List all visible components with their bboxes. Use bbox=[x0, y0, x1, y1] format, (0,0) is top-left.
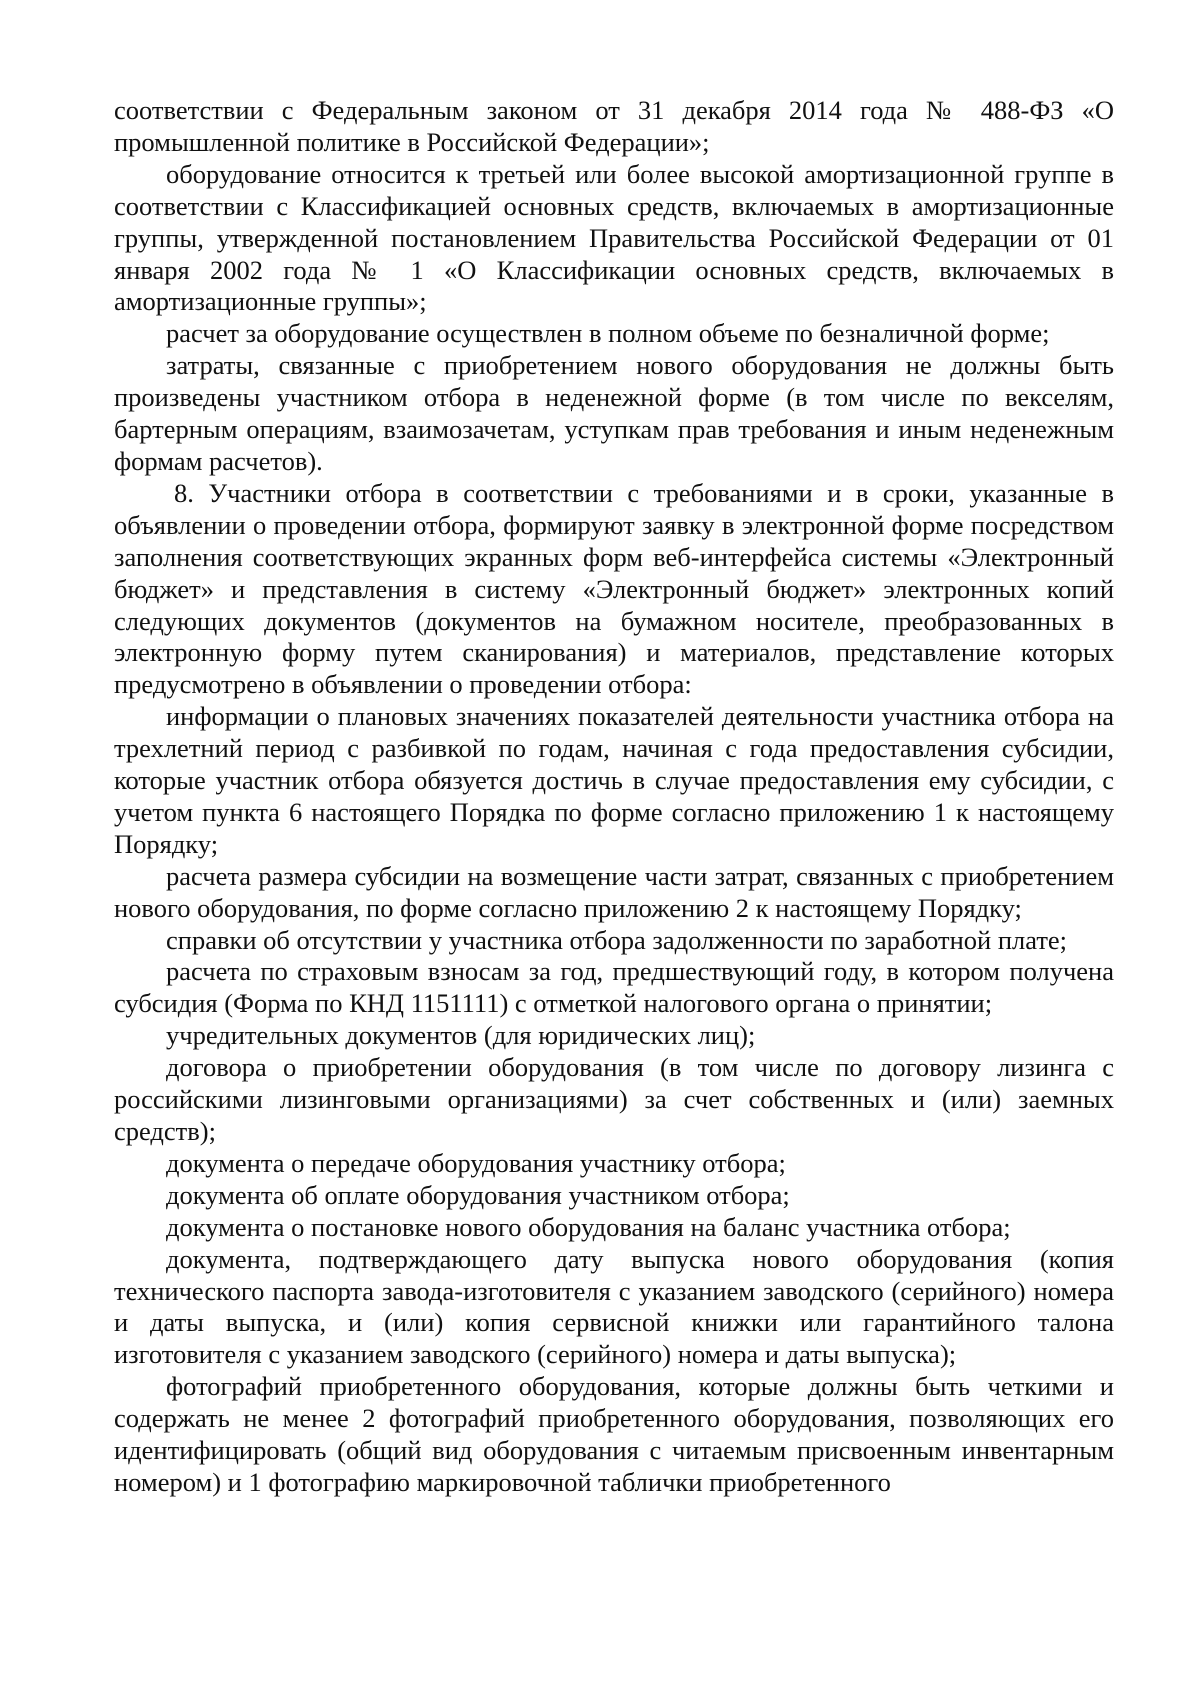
paragraph-continuation-fz-488: соответствии с Федеральным законом от 31 декабря 2014 года № 488-ФЗ «О промышленной политике в Российской Федерации»; bbox=[114, 95, 1114, 157]
list-item-transfer-document: документа о передаче оборудования участнику отбора; bbox=[166, 1147, 786, 1178]
list-item-purchase-contract: договора о приобретении оборудования (в том числе по договору лизинга с российскими лизинговыми организациями) за счет собственных и (или) заемных средств); bbox=[114, 1052, 1114, 1146]
list-item-salary-debt-certificate: справки об отсутствии у участника отбора задолженности по заработной плате; bbox=[166, 924, 1068, 955]
paragraph-non-monetary-costs: затраты, связанные с приобретением нового оборудования не должны быть произведены участником отбора в неденежной форме (в том числе по векселям, бартерным операциям, взаимозачетам, уступкам прав требования и иным неденежным формам расчетов). bbox=[114, 350, 1114, 476]
clause-8-application: 8. Участники отбора в соответствии с требованиями и в сроки, указанные в объявлении о проведении отбора, формируют заявку в электронной форме посредством заполнения соответствующих экранных форм веб-интерфейса системы «Электронный бюджет» и представления в систему «Электронный бюджет» электронных копий следующих документов (документов на бумажном носителе, преобразованных в электронную форму путем сканирования) и материалов, представление которых предусмотрено в объявлении о проведении отбора: bbox=[114, 477, 1114, 700]
list-item-manufacture-date-document: документа, подтверждающего дату выпуска нового оборудования (копия технического паспорта завода-изготовителя с указанием заводского (серийного) номера и даты выпуска, и (или) копия сервисной книжки или гарантийного талона изготовителя с указанием заводского (серийного) номера и даты выпуска); bbox=[114, 1243, 1114, 1370]
paragraph-cashless-payment: расчет за оборудование осуществлен в полном объеме по безналичной форме; bbox=[166, 318, 1050, 349]
list-item-payment-document: документа об оплате оборудования участником отбора; bbox=[166, 1179, 790, 1210]
list-item-planned-indicators: информации о плановых значениях показателей деятельности участника отбора на трехлетний период с разбивкой по годам, начиная с года предоставления субсидии, которые участник отбора обязуется достичь в случае предоставления ему субсидии, с учетом пункта 6 настоящего Порядка по форме согласно приложению 1 к настоящему Порядку; bbox=[114, 701, 1114, 859]
list-item-equipment-photos: фотографий приобретенного оборудования, которые должны быть четкими и содержать не менее 2 фотографий приобретенного оборудования, позволяющих его идентифицировать (общий вид оборудования с читаемым присвоенным инвентарным номером) и 1 фотографию маркировочной таблички приобретенного bbox=[114, 1371, 1114, 1497]
document-page bbox=[114, 95, 1114, 1499]
paragraph-amortization-group: оборудование относится к третьей или более высокой амортизационной группе в соответствии с Классификацией основных средств, включаемых в амортизационные группы, утвержденной постановлением Правительства Российской Федерации от 01 января 2002 года № 1 «О Классификации основных средств, включаемых в амортизационные группы»; bbox=[114, 158, 1114, 317]
list-item-constituent-documents: учредительных документов (для юридических лиц); bbox=[166, 1020, 756, 1051]
list-item-subsidy-calculation: расчета размера субсидии на возмещение части затрат, связанных с приобретением нового оборудования, по форме согласно приложению 2 к настоящему Порядку; bbox=[114, 860, 1114, 923]
list-item-balance-document: документа о постановке нового оборудования на баланс участника отбора; bbox=[166, 1211, 1011, 1242]
list-item-insurance-contributions: расчета по страховым взносам за год, предшествующий году, в котором получена субсидия (Форма по КНД 1151111) с отметкой налогового органа о принятии; bbox=[114, 956, 1114, 1019]
